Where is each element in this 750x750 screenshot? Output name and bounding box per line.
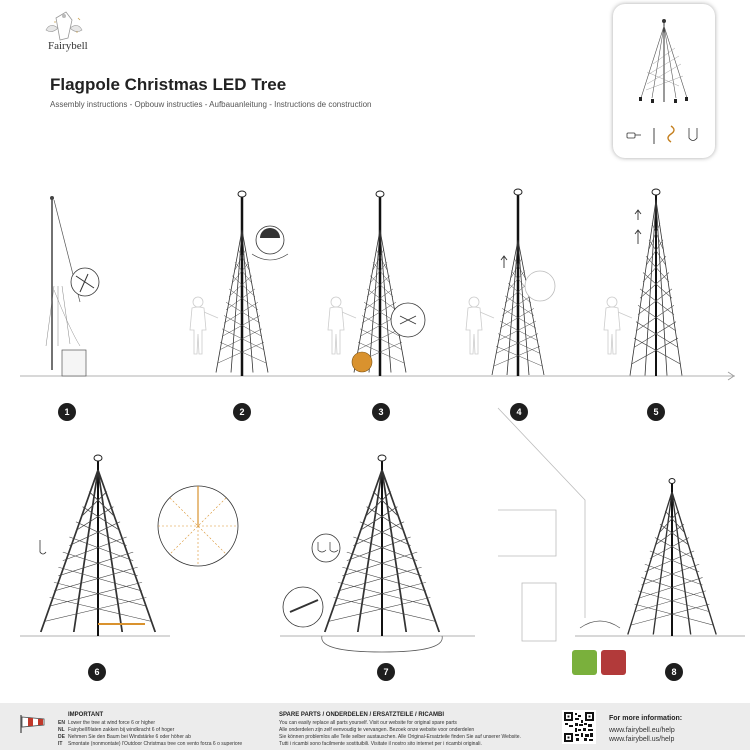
step-number: 3 — [372, 403, 390, 421]
step-number: 6 — [88, 663, 106, 681]
step-number: 2 — [233, 403, 251, 421]
spare-line: You can easily replace all parts yourself. Visit our website for original spare parts — [279, 720, 457, 726]
spare-parts-title: SPARE PARTS / ONDERDELEN / ERSATZTEILE / RICAMBI — [279, 712, 445, 718]
important-line: Nehmen Sie den Baum bei Windstärke 6 oder höher ab — [68, 734, 191, 740]
flag-label: EN — [58, 720, 65, 726]
important-line: Lower the tree at wind force 6 or higher — [68, 720, 155, 726]
step-number: 4 — [510, 403, 528, 421]
page-title: Flagpole Christmas LED Tree — [50, 75, 287, 94]
spare-line: Alle onderdelen zijn zelf eenvoudig te vervangen. Bezoek onze website voor onderdelen — [279, 727, 475, 733]
red-water-badge — [601, 650, 626, 675]
help-link[interactable]: www.fairybell.eu/help — [609, 727, 675, 734]
flag-label: NL — [58, 727, 65, 733]
footer — [0, 703, 750, 750]
step-number: 5 — [647, 403, 665, 421]
important-line: Smontate (nonmontate) l'Outdoor Christmas tree con vento forza 6 o superiore — [68, 741, 243, 747]
flag-label: IT — [58, 741, 63, 747]
step-number: 1 — [58, 403, 76, 421]
more-info-title: For more information: — [609, 715, 683, 722]
help-link[interactable]: www.fairybell.us/help — [609, 736, 675, 743]
step-number: 8 — [665, 663, 683, 681]
flag-label: DE — [58, 734, 65, 740]
important-title: IMPORTANT — [68, 712, 104, 718]
page-subtitle: Assembly instructions - Opbouw instructies - Aufbauanleitung - Instructions de construction — [50, 100, 372, 109]
step-number: 7 — [377, 663, 395, 681]
spare-line: Sie können problemlos alle Teile selber austauschen. Alle Original-Ersatzteile finden Sie auf unserer Website. — [279, 734, 521, 740]
brand-name: Fairybell — [48, 40, 88, 52]
qr-code-icon[interactable] — [562, 710, 596, 744]
spare-line: Tutti i ricambi sono facilmente sostituibili. Visitate il nostro sito internet per i ricambi originali. — [279, 741, 482, 747]
important-line: Fairybell®laten zakken bij windkracht 6 of hoger — [68, 727, 175, 733]
windsock-icon — [18, 713, 46, 733]
green-plug-badge — [572, 650, 597, 675]
